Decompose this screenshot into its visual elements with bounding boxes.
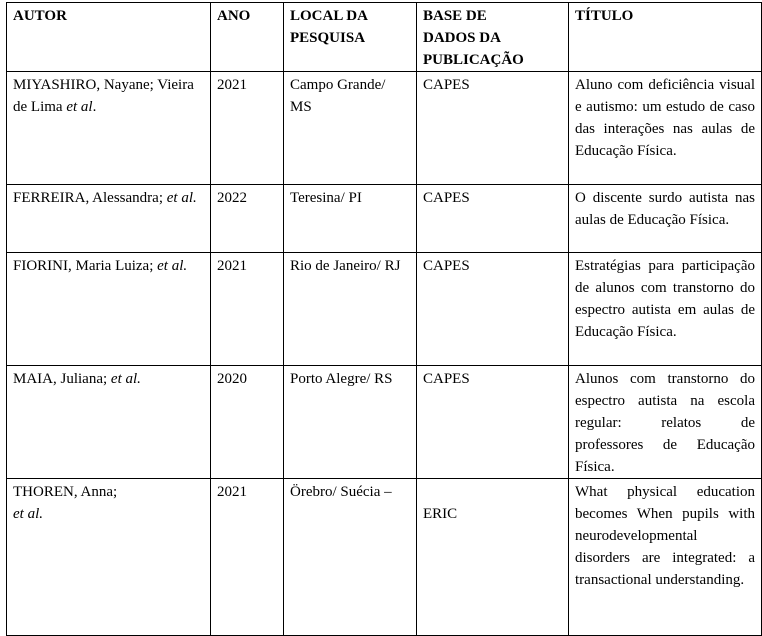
cell-ano: 2021 bbox=[211, 253, 284, 366]
cell-titulo: What physical education becomes When pupils with neurodevelopmental disorders are integrated: a transactional understanding. bbox=[569, 479, 762, 636]
header-row bbox=[7, 3, 762, 72]
author-name: MIYASHIRO, Nayane; Vieira de Lima bbox=[13, 77, 194, 115]
cell-base: CAPES bbox=[417, 72, 569, 185]
header-base-line1: BASE DE bbox=[423, 8, 487, 24]
author-name: FIORINI, Maria Luiza; bbox=[13, 258, 154, 274]
et-al: et al bbox=[66, 99, 93, 115]
author-name: THOREN, Anna; bbox=[13, 484, 118, 500]
cell-base bbox=[417, 479, 569, 636]
cell-titulo: Aluno com deficiência visual e autismo: um estudo de caso das interações nas aulas de Educação Física. bbox=[569, 72, 762, 185]
table-row bbox=[7, 479, 762, 636]
cell-base: CAPES bbox=[417, 253, 569, 366]
header-local-line1: LOCAL DA bbox=[290, 8, 368, 24]
header-titulo: TÍTULO bbox=[569, 3, 762, 72]
et-al: et al. bbox=[157, 258, 188, 274]
cell-base: CAPES bbox=[417, 185, 569, 253]
header-local bbox=[284, 3, 417, 72]
cell-titulo: O discente surdo autista nas aulas de Educação Física. bbox=[569, 185, 762, 253]
cell-autor bbox=[7, 72, 211, 185]
cell-titulo: Alunos com transtorno do espectro autista na escola regular: relatos de professores de Educação Física. bbox=[569, 366, 762, 479]
cell-local: Teresina/ PI bbox=[284, 185, 417, 253]
cell-autor bbox=[7, 479, 211, 636]
header-base-line2: DADOS DA bbox=[423, 30, 501, 46]
cell-titulo: Estratégias para participação de alunos com transtorno do espectro autista em aulas de Educação Física. bbox=[569, 253, 762, 366]
author-name: FERREIRA, Alessandra; bbox=[13, 190, 163, 206]
cell-ano: 2022 bbox=[211, 185, 284, 253]
et-al: et al. bbox=[110, 371, 141, 387]
base-value: ERIC bbox=[423, 506, 458, 522]
cell-local: Örebro/ Suécia – bbox=[284, 479, 417, 636]
header-autor: AUTOR bbox=[7, 3, 211, 72]
table-row bbox=[7, 185, 762, 253]
author-name: MAIA, Juliana; bbox=[13, 371, 108, 387]
cell-autor bbox=[7, 366, 211, 479]
table-row bbox=[7, 366, 762, 479]
header-ano: ANO bbox=[211, 3, 284, 72]
cell-local: Porto Alegre/ RS bbox=[284, 366, 417, 479]
publications-table bbox=[6, 2, 762, 636]
et-al: et al. bbox=[166, 190, 197, 206]
et-al: et al. bbox=[13, 506, 43, 522]
cell-base: CAPES bbox=[417, 366, 569, 479]
cell-ano: 2021 bbox=[211, 72, 284, 185]
cell-local: Rio de Janeiro/ RJ bbox=[284, 253, 417, 366]
header-base-line3: PUBLICAÇÃO bbox=[423, 52, 524, 68]
table-row bbox=[7, 253, 762, 366]
header-base bbox=[417, 3, 569, 72]
table-row bbox=[7, 72, 762, 185]
cell-autor bbox=[7, 253, 211, 366]
cell-local: Campo Grande/ MS bbox=[284, 72, 417, 185]
cell-ano: 2020 bbox=[211, 366, 284, 479]
cell-ano: 2021 bbox=[211, 479, 284, 636]
header-local-line2: PESQUISA bbox=[290, 30, 366, 46]
author-suffix: . bbox=[92, 99, 97, 115]
cell-autor bbox=[7, 185, 211, 253]
